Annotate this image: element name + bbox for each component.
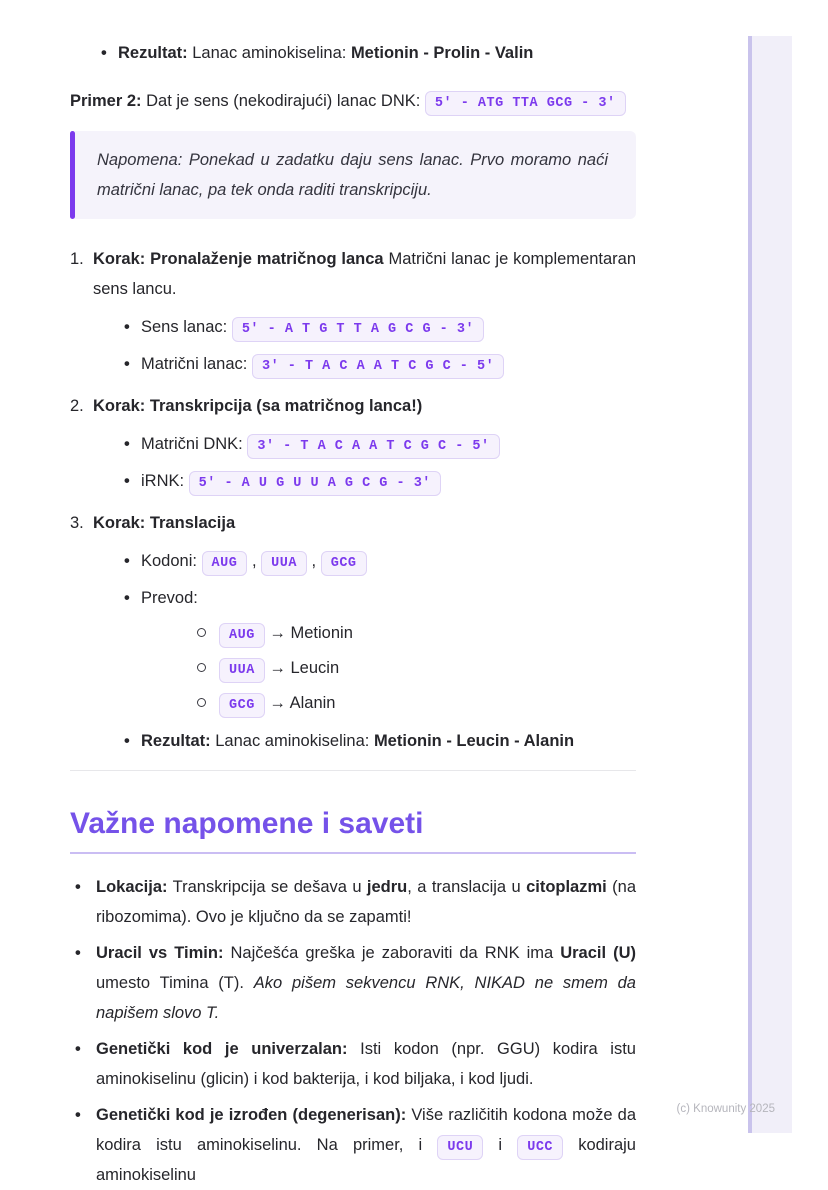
note-callout	[70, 131, 636, 219]
irnk-item	[93, 466, 636, 496]
tip-bold-lead: Genetički kod je izrođen (degenerisan):	[96, 1106, 407, 1124]
step-1-text	[93, 244, 636, 304]
prevod-row-gcg	[141, 688, 636, 718]
step-2-title: Korak: Transkripcija (sa matričnog lanca!)	[93, 397, 423, 415]
step-1-number: 1.	[70, 250, 84, 268]
sens-lanac-badge: 5' - A T G T T A G C G - 3'	[232, 317, 484, 342]
tip-univerzalan	[70, 1034, 636, 1094]
primer-paragraph	[70, 86, 636, 116]
step-1-title: Korak: Pronalaženje matričnog lanca	[93, 250, 384, 268]
kodoni-separator: ,	[251, 552, 257, 570]
prevod-badge-uua: UUA	[219, 658, 265, 683]
kodoni-item	[93, 546, 636, 576]
prevod-label: Prevod:	[141, 589, 198, 607]
matricni-dnk-label: Matrični DNK:	[141, 435, 248, 453]
primer-text: Dat je sens (nekodirajući) lanac DNK:	[141, 92, 425, 110]
prevod-badge-aug: AUG	[219, 623, 265, 648]
irnk-badge: 5' - A U G U U A G C G - 3'	[189, 471, 441, 496]
kodoni-separator: ,	[311, 552, 317, 570]
matricni-lanac-badge: 3' - T A C A A T C G C - 5'	[252, 354, 504, 379]
tip-bold-lead: Lokacija:	[96, 878, 168, 896]
primer-label: Primer 2:	[70, 92, 142, 110]
tip-italic: Ako pišem sekvencu RNK, NIKAD ne smem da napišem slovo T.	[96, 974, 636, 1022]
tip-bold-lead: Uracil vs Timin:	[96, 944, 224, 962]
tip-uracil-vs-timin	[70, 938, 636, 1028]
prevod-row-uua	[141, 653, 636, 683]
tip-text: umesto Timina (T).	[96, 974, 254, 992]
kodon-badge-ucc: UCC	[517, 1135, 563, 1160]
step-2-number: 2.	[70, 397, 84, 415]
result-mid-text: Lanac aminokiselina:	[187, 44, 351, 62]
step-2-items	[93, 429, 636, 496]
matricni-dnk-item	[93, 429, 636, 459]
tip-bold-lead: Genetički kod je univerzalan:	[96, 1040, 348, 1058]
tip-text: Transkripcija se dešava u	[167, 878, 367, 896]
tip-degenerisan	[70, 1100, 636, 1190]
dna-sequence-badge: 5' - ATG TTA GCG - 3'	[425, 91, 626, 116]
step-1-rest: Matrični lanac je komplementaran sens lancu.	[93, 250, 637, 298]
page-edge-bar	[748, 36, 792, 1133]
step-2	[70, 391, 636, 496]
note-text: Napomena: Ponekad u zadatku daju sens lanac. Prvo moramo naći matrični lanac, pa tek onda raditi transkripciju.	[97, 151, 608, 199]
arrow-icon: →	[269, 694, 286, 712]
prevod-badge-gcg: GCG	[219, 693, 265, 718]
tip-text: Više različitih kodona može da kodira istu aminokiselinu. Na primer, i	[96, 1106, 636, 1154]
step-3-items	[93, 546, 636, 756]
tip-bold: Uracil (U)	[560, 944, 636, 962]
kodon-badge-gcg: GCG	[321, 551, 367, 576]
document-content	[70, 38, 636, 1190]
matricni-dnk-badge: 3' - T A C A A T C G C - 5'	[247, 434, 499, 459]
section-heading: Važne napomene i saveti	[70, 805, 636, 854]
result-label: Rezultat:	[118, 44, 188, 62]
step-1-items	[93, 312, 636, 379]
arrow-icon: →	[269, 659, 286, 677]
irnk-label: iRNK:	[141, 472, 189, 490]
step-3-number: 3.	[70, 514, 84, 532]
tip-text: Najčešća greška je zaboraviti da RNK ima	[223, 944, 561, 962]
kodoni-label: Kodoni:	[141, 552, 202, 570]
sens-lanac-item	[93, 312, 636, 342]
tip-text: i	[483, 1136, 518, 1154]
section-divider	[70, 770, 636, 771]
prevod-row-aug	[141, 618, 636, 648]
result-value: Metionin - Prolin - Valin	[350, 44, 534, 62]
footer-credit: (c) Knowunity 2025	[676, 1103, 775, 1115]
tip-bold: jedru	[366, 878, 408, 896]
kodon-badge-aug: AUG	[202, 551, 248, 576]
prevod-item	[93, 583, 636, 718]
intro-result-item	[70, 38, 636, 68]
tips-list	[70, 872, 636, 1190]
tip-text: kodiraju aminokiselinu	[96, 1136, 636, 1184]
result-label: Rezultat:	[141, 732, 211, 750]
amino-name: Leucin	[290, 659, 340, 677]
step-3-result-item	[93, 726, 636, 756]
kodon-badge-ucu: UCU	[437, 1135, 483, 1160]
step-3	[70, 508, 636, 756]
tip-bold: citoplazmi	[526, 878, 607, 896]
prevod-rows	[141, 618, 636, 718]
step-2-text	[93, 391, 636, 421]
amino-name: Metionin	[290, 624, 353, 642]
result-mid-text: Lanac aminokiselina:	[210, 732, 374, 750]
kodon-badge-uua: UUA	[261, 551, 307, 576]
step-1	[70, 244, 636, 379]
matricni-lanac-label: Matrični lanac:	[141, 355, 252, 373]
tip-text: Isti kodon (npr. GGU) kodira istu aminokiselinu (glicin) i kod bakterija, i kod biljaka, i kod ljudi.	[96, 1040, 636, 1088]
tip-lokacija	[70, 872, 636, 932]
result-value: Metionin - Leucin - Alanin	[373, 732, 575, 750]
matricni-lanac-item	[93, 349, 636, 379]
sens-lanac-label: Sens lanac:	[141, 318, 232, 336]
amino-name: Alanin	[289, 694, 336, 712]
steps-list	[70, 244, 636, 756]
arrow-icon: →	[269, 624, 286, 642]
step-3-title: Korak: Translacija	[93, 514, 236, 532]
tip-text: (na ribozomima). Ovo je ključno da se zapamti!	[96, 878, 636, 926]
step-3-text	[93, 508, 636, 538]
tip-text: , a translacija u	[407, 878, 527, 896]
intro-result-list	[70, 38, 636, 68]
